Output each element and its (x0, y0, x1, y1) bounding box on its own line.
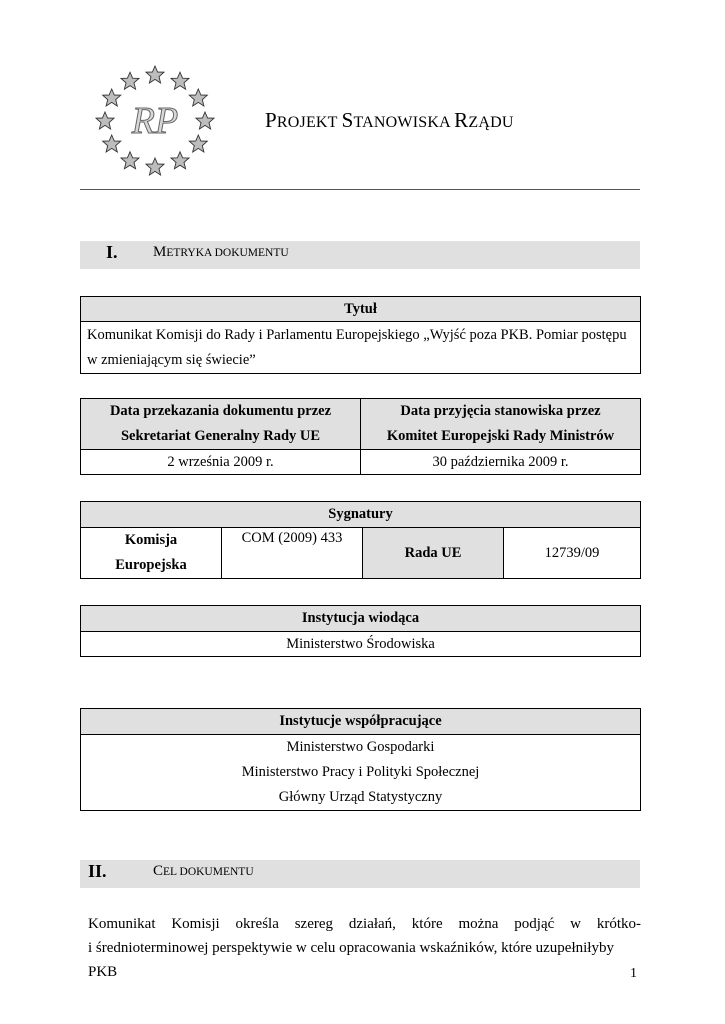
page-title: PROJEKT STANOWISKA RZĄDU (265, 108, 514, 132)
date-sent-header: Data przekazania dokumentu przez Sekretariat Generalny Rady UE (81, 399, 361, 450)
star-icon (171, 152, 189, 169)
table-header: Instytucja wiodąca (81, 606, 641, 632)
table-tytul (80, 296, 641, 374)
star-icon (189, 89, 207, 106)
section-title: CEL DOKUMENTU (153, 863, 254, 879)
table-header: Instytucje współpracujące (81, 709, 641, 735)
table-daty (80, 398, 641, 475)
rp-logo (92, 62, 218, 180)
star-icon (189, 135, 207, 152)
komisja-value: COM (2009) 433 (222, 528, 363, 579)
page-number: 1 (630, 966, 637, 981)
komisja-label: Komisja Europejska (81, 528, 222, 579)
table-sygnatury (80, 501, 641, 579)
star-icon (103, 89, 121, 106)
star-icon (146, 158, 164, 175)
table-header: Sygnatury (81, 502, 641, 528)
lead-institution: Ministerstwo Środowiska (81, 632, 641, 657)
star-icon (196, 112, 214, 129)
tytul-value: Komunikat Komisji do Rady i Parlamentu Europejskiego „Wyjść poza PKB. Pomiar postępu w zmieniającym się świecie” (81, 322, 641, 374)
section-number: II. (88, 861, 107, 881)
cooperating-institutions (81, 735, 641, 811)
table-instytucja-wiodaca (80, 605, 641, 657)
star-icon (121, 152, 139, 169)
star-icon (121, 72, 139, 89)
section-heading-cel (80, 860, 640, 888)
list-item: Ministerstwo Gospodarki (286, 739, 435, 755)
table-instytucje-wspolpracujace (80, 708, 641, 811)
star-icon (146, 66, 164, 83)
star-icon (96, 112, 114, 129)
rada-value: 12739/09 (504, 528, 641, 579)
star-icon (171, 72, 189, 89)
date-adopted-value: 30 października 2009 r. (361, 450, 641, 475)
table-header: Tytuł (81, 297, 641, 322)
logo-monogram: RP (131, 100, 179, 142)
header-divider (80, 189, 640, 190)
body-paragraph: Komunikat Komisji określa szereg działań, które można podjąć w krótko- i średnioterminowej perspektywie w celu opracowania wskaźników, które uzupełniłyby PKB (88, 916, 641, 980)
list-item: Główny Urząd Statystyczny (278, 789, 443, 805)
date-sent-value: 2 września 2009 r. (81, 450, 361, 475)
section-title: METRYKA DOKUMENTU (153, 244, 289, 260)
section-number: I. (106, 242, 118, 262)
list-item: Ministerstwo Pracy i Polityki Społecznej (241, 764, 480, 780)
rada-label: Rada UE (363, 528, 504, 579)
star-icon (103, 135, 121, 152)
date-adopted-header: Data przyjęcia stanowiska przez Komitet Europejski Rady Ministrów (361, 399, 641, 450)
section-heading-metryka (80, 241, 640, 269)
